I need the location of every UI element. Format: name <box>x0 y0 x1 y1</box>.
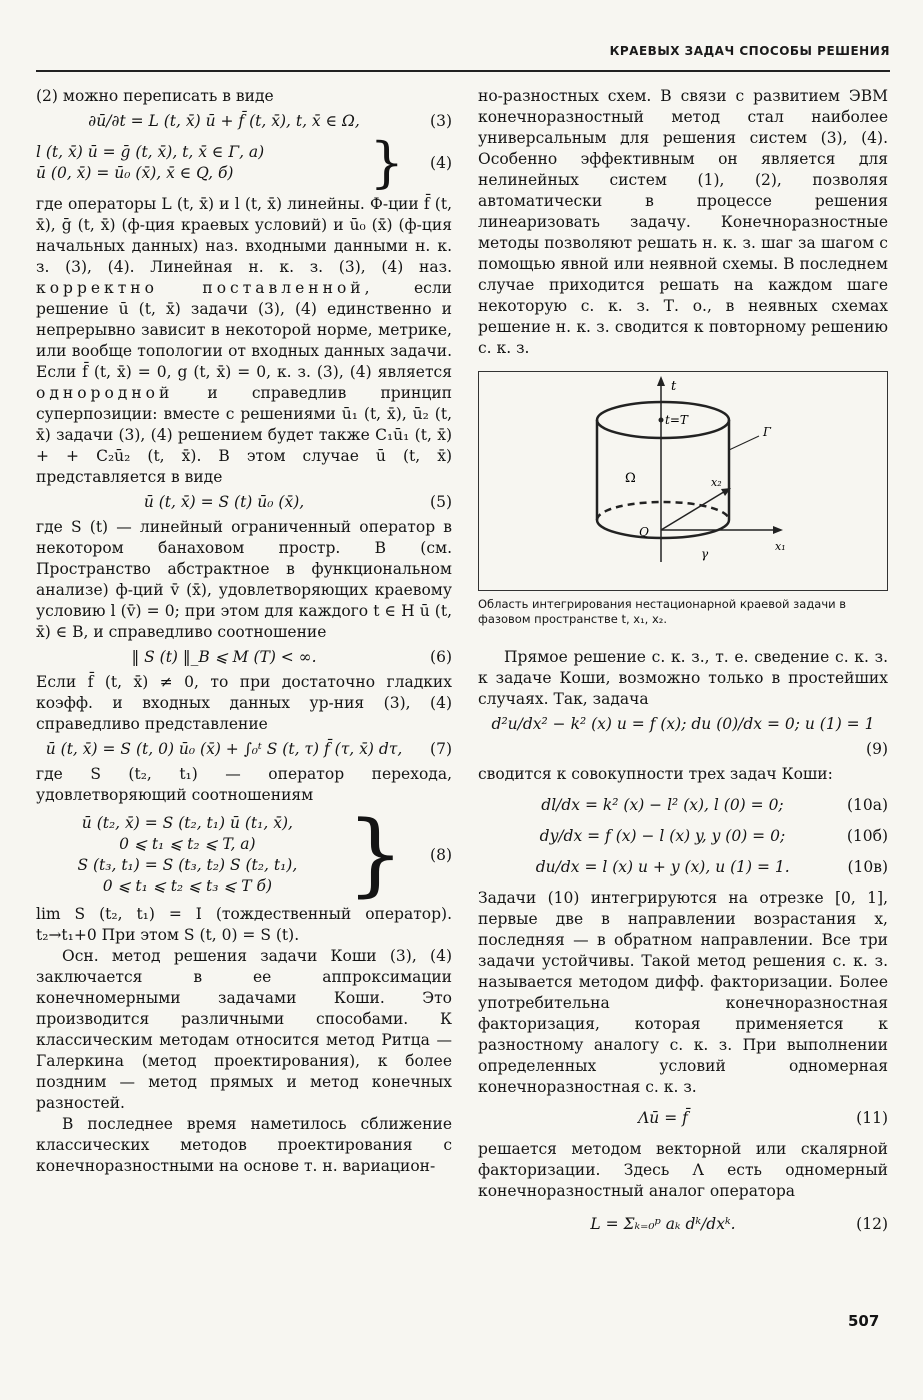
cylinder-bottom-back <box>597 502 729 520</box>
paragraph: но-разностных схем. В связи с развитием ЭВМ конечноразностный метод стал наиболее универсальным для решения систем (3), (4). Особенно эффективным он является для нелинейных систем (1), (2), позволяя автоматически в процессе решения линеаризовать задачу. Конечноразностные методы позволяют решать н. к. з. шаг за шагом с помощью явной или неявной схемы. В последнем случае приходится решать на каждом шаге некоторую с. к. з. Т. о., в неявных схемах решение н. к. з. сводится к повторному решению с. к. з. <box>478 87 888 357</box>
text-span: и справедлив принцип суперпозиции: вместе с решениями ū₁ (t, x̄), ū₂ (t, x̄) задачи (3), (4) решением будет также C₁ū₁ (t, x̄) + + C₂ū₂ (t, x̄). В этом случае ū (t, x̄) представляется в виде <box>36 384 452 486</box>
equation-system <box>36 813 339 897</box>
t-axis-arrow <box>657 376 665 386</box>
equation-9 <box>478 714 888 735</box>
equation-expression: ū (t, x̄) = S (t) ū₀ (x̄), <box>143 493 305 511</box>
equation-number: (3) <box>430 112 452 130</box>
label-x2: x₂ <box>711 476 722 489</box>
equation-11 <box>478 1108 888 1129</box>
label-x1: x₁ <box>775 540 786 553</box>
spacer <box>478 639 888 647</box>
equation-line: 0 ⩽ t₁ ⩽ t₂ ⩽ T, а) <box>119 835 256 853</box>
equation-number: (10а) <box>846 795 888 814</box>
equation-expression: ∂ū/∂t = L (t, x̄) ū + f̄ (t, x̄), t, x̄ ∈ Ω, <box>88 112 360 130</box>
equation-expression: Λū = f̄ <box>638 1108 688 1127</box>
text-span: если решение ū (t, x̄) задачи (3), (4) единственно и непрерывно зависит в некоторой норме, метрике, или вообще топологии от входных данных задачи. Если f̄ (t, x̄) = 0, g (t, x̄) = 0, к. з. (3), (4) является <box>36 279 452 381</box>
equation-expression: d²u/dx² − k² (x) u = f (x); du (0)/dx = 0; u (1) = 1 <box>491 714 875 733</box>
equation-4 <box>36 131 452 194</box>
label-boundary-gamma: Г <box>763 425 771 439</box>
equation-line: ū (0, x̄) = ū₀ (x̄), x̄ ∈ Q, б) <box>36 164 234 182</box>
equation-10a <box>478 795 888 816</box>
paragraph: Прямое решение с. к. з., т. е. сведение с. к. з. к задаче Коши, возможно только в простейших случаях. Так, задача <box>478 647 888 708</box>
label-Q: Q <box>639 525 649 539</box>
equation-line: l (t, x̄) ū = ḡ (t, x̄), t, x̄ ∈ Γ, а) <box>36 143 265 161</box>
running-header: КРАЕВЫХ ЗАДАЧ СПОСОБЫ РЕШЕНИЯ <box>609 44 890 58</box>
equation-expression: dl/dx = k² (x) − l² (x), l (0) = 0; <box>541 795 784 814</box>
header-rule <box>36 70 890 72</box>
paragraph: где S (t) — линейный ограниченный оператор в некотором банаховом простр. B (см. Пространство абстрактное в функциональном анализе) ф-ций v̄ (x̄), удовлетворяющих краевому условию l (v̄) = 0; при этом для каждого t ∈ H ū (t, x̄) ∈ B, и справедливо соотношение <box>36 518 452 641</box>
paragraph: lim S (t₂, t₁) = I (тождественный оператор). t₂→t₁+0 При этом S (t, 0) = S (t). <box>36 905 452 944</box>
equation-6 <box>36 647 452 668</box>
equation-number: (11) <box>856 1108 888 1127</box>
paragraph: Если f̄ (t, x̄) ≠ 0, то при достаточно гладких коэфф. и входных данных ур-ния (3), (4) справедливо представление <box>36 673 452 733</box>
left-column <box>36 86 452 1177</box>
equation-10b <box>478 826 888 847</box>
equation-8 <box>36 802 452 907</box>
equation-number: (4) <box>430 153 452 172</box>
emphasis-spaced: однородной <box>36 384 174 402</box>
equation-number: (6) <box>430 648 452 666</box>
equation-line: 0 ⩽ t₁ ⩽ t₂ ⩽ t₃ ⩽ T б) <box>102 877 273 895</box>
equation-12 <box>478 1214 888 1235</box>
equation-3 <box>36 111 452 132</box>
equation-expression: ‖ S (t) ‖_B ⩽ M (T) < ∞. <box>131 648 317 666</box>
paragraph: сводится к совокупности трех задач Коши: <box>478 764 833 783</box>
equation-number: (5) <box>430 493 452 511</box>
label-t: t <box>671 379 677 394</box>
equation-10c <box>478 857 888 878</box>
equation-9-number-row <box>478 739 888 760</box>
equation-expression: L = Σₖ₌₀ᵖ aₖ dᵏ/dxᵏ. <box>590 1214 736 1233</box>
paragraph: решается методом векторной или скалярной факторизации. Здесь Λ есть одномерный конечноразностный аналог оператора <box>478 1139 888 1200</box>
x1-axis-arrow <box>773 526 783 534</box>
right-brace: } <box>369 131 404 194</box>
text-span: где операторы L (t, x̄) и l (t, x̄) линейны. Ф-ции f̄ (t, x̄), ḡ (t, x̄) (ф-ция краевых условий) и ū₀ (x̄) (ф-ция начальных данных) наз. входными данными н. к. з. (3), (4). Линейная н. к. з. (3), (4) наз. <box>36 195 452 276</box>
emphasis-spaced: корректно поставленной, <box>36 279 374 297</box>
equation-number: (9) <box>866 739 888 758</box>
equation-expression: du/dx = l (x) u + y (x), u (1) = 1. <box>535 857 790 876</box>
label-gamma-lower: γ <box>701 547 709 561</box>
paragraph: где S (t₂, t₁) — оператор перехода, удовлетворяющий соотношениям <box>36 765 452 804</box>
label-t-equals-T: t=T <box>665 413 688 427</box>
cylinder-diagram <box>479 372 887 590</box>
label-omega: Ω <box>625 471 636 486</box>
equation-number: (12) <box>856 1214 888 1233</box>
page-number: 507 <box>848 1312 880 1330</box>
equation-number: (10в) <box>847 857 888 876</box>
equation-number: (8) <box>430 845 452 864</box>
equation-number: (10б) <box>846 826 888 845</box>
right-brace: } <box>346 802 404 907</box>
gamma-leader-line <box>729 436 759 450</box>
equation-expression: dy/dx = f (x) − l (x) y, y (0) = 0; <box>539 826 786 845</box>
equation-line: S (t₃, t₁) = S (t₃, t₂) S (t₂, t₁), <box>77 856 298 874</box>
paragraph: В последнее время наметилось сближение классических методов проектирования с конечноразностными на основе т. н. вариацион- <box>36 1115 452 1175</box>
equation-expression: ū (t, x̄) = S (t, 0) ū₀ (x̄) + ∫₀ᵗ S (t, τ) f̄ (τ, x̄) dτ, <box>45 740 403 758</box>
paragraph: Задачи (10) интегрируются на отрезке [0, 1], первые две в направлении возрастания x, последняя — в обратном направлении. Все три задачи устойчивы. Такой метод решения с. к. з. называется методом дифф. факторизации. Более употребительна конечноразностная факторизация, которая применяется к разностному аналогу с. к. з. При выполнении определенных условий одномерная конечноразностная с. к. з. <box>478 888 888 1096</box>
figure-cylinder-domain <box>478 371 888 591</box>
paragraph <box>36 194 452 488</box>
paragraph: Осн. метод решения задачи Коши (3), (4) заключается в ее аппроксимации конечномерными задачами Коши. Это производится различными способами. К классическим методам относится метод Ритца — Галеркина (метод проектирования), к более поздним — метод прямых и метод конечных разностей. <box>36 947 452 1112</box>
right-column <box>478 86 888 1247</box>
equation-system <box>36 142 362 184</box>
equation-5 <box>36 492 452 513</box>
t-equals-T-point <box>659 418 664 423</box>
equation-number: (7) <box>430 740 452 758</box>
equation-line: ū (t₂, x̄) = S (t₂, t₁) ū (t₁, x̄), <box>81 814 293 832</box>
paragraph: (2) можно переписать в виде <box>36 87 274 105</box>
figure-caption: Область интегрирования нестационарной краевой задачи в фазовом пространстве t, x₁, x₂. <box>478 597 847 626</box>
equation-7 <box>36 739 452 760</box>
